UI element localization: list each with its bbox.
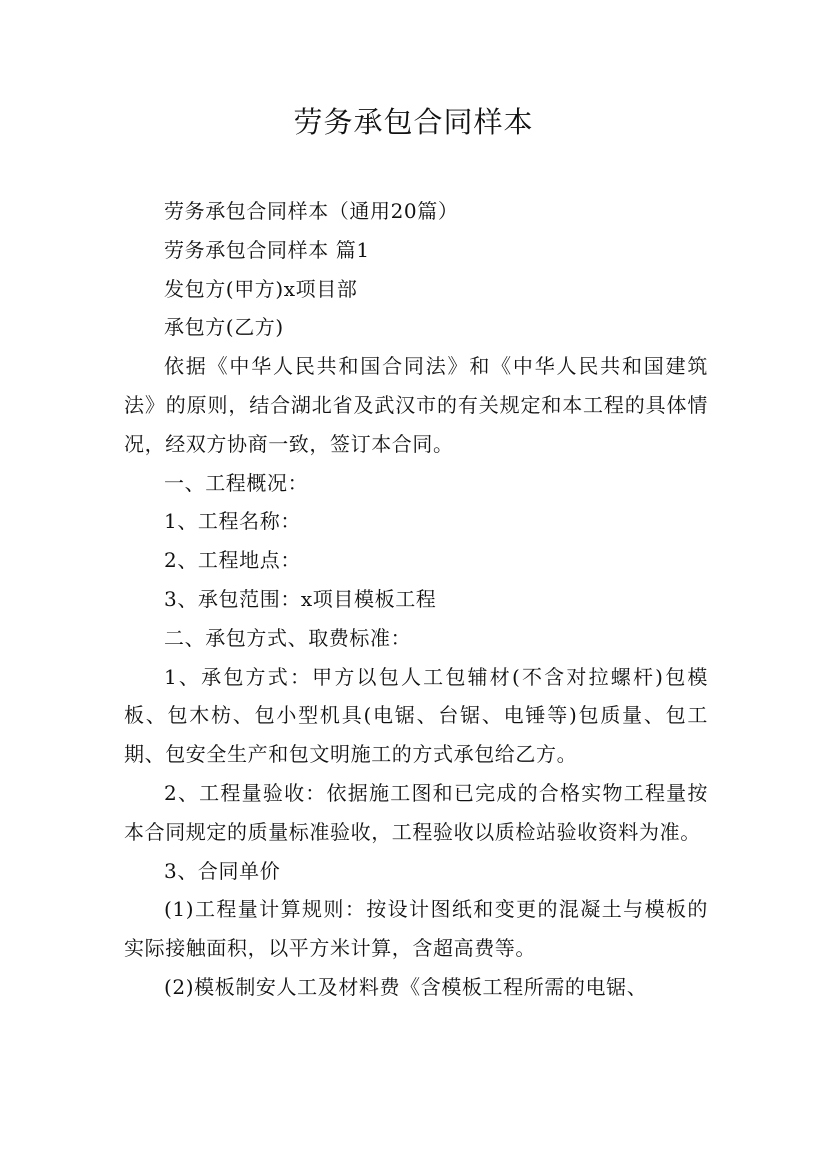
paragraph-calculation-rules: (1)工程量计算规则：按设计图纸和变更的混凝土与模板的实际接触面积，以平方米计算，含超高费等。	[124, 897, 708, 961]
paragraph-party-b: 承包方(乙方)	[164, 315, 284, 340]
paragraph-party-a: 发包方(甲方)x项目部	[164, 276, 358, 301]
paragraph-acceptance: 2、工程量验收：依据施工图和已完成的合格实物工程量按本合同规定的质量标准验收，工程验收以质检站验收资料为准。	[124, 780, 708, 844]
paragraph-heading-overview: 一、工程概况：	[164, 470, 309, 495]
paragraph-unit-price: 3、合同单价	[164, 858, 281, 883]
document-body	[124, 192, 708, 1007]
paragraph-section-heading: 劳务承包合同样本 篇1	[164, 237, 370, 262]
paragraph-labor-material-cost: (2)模板制安人工及材料费《含模板工程所需的电锯、	[164, 974, 648, 999]
paragraph-contract-method: 1、承包方式：甲方以包人工包辅材(不含对拉螺杆)包模板、包木枋、包小型机具(电锯、台锯、电锤等)包质量、包工期、包安全生产和包文明施工的方式承包给乙方。	[124, 664, 708, 767]
paragraph-contract-scope: 3、承包范围：x项目模板工程	[164, 586, 437, 611]
paragraph-subtitle: 劳务承包合同样本（通用20篇）	[164, 199, 459, 223]
paragraph-project-location: 2、工程地点：	[164, 548, 301, 573]
paragraph-heading-method: 二、承包方式、取费标准：	[164, 625, 412, 650]
paragraph-project-name: 1、工程名称：	[164, 509, 301, 534]
paragraph-preamble: 依据《中华人民共和国合同法》和《中华人民共和国建筑法》的原则，结合湖北省及武汉市的有关规定和本工程的具体情况，经双方协商一致，签订本合同。	[124, 354, 708, 456]
document-title: 劳务承包合同样本	[293, 105, 534, 139]
